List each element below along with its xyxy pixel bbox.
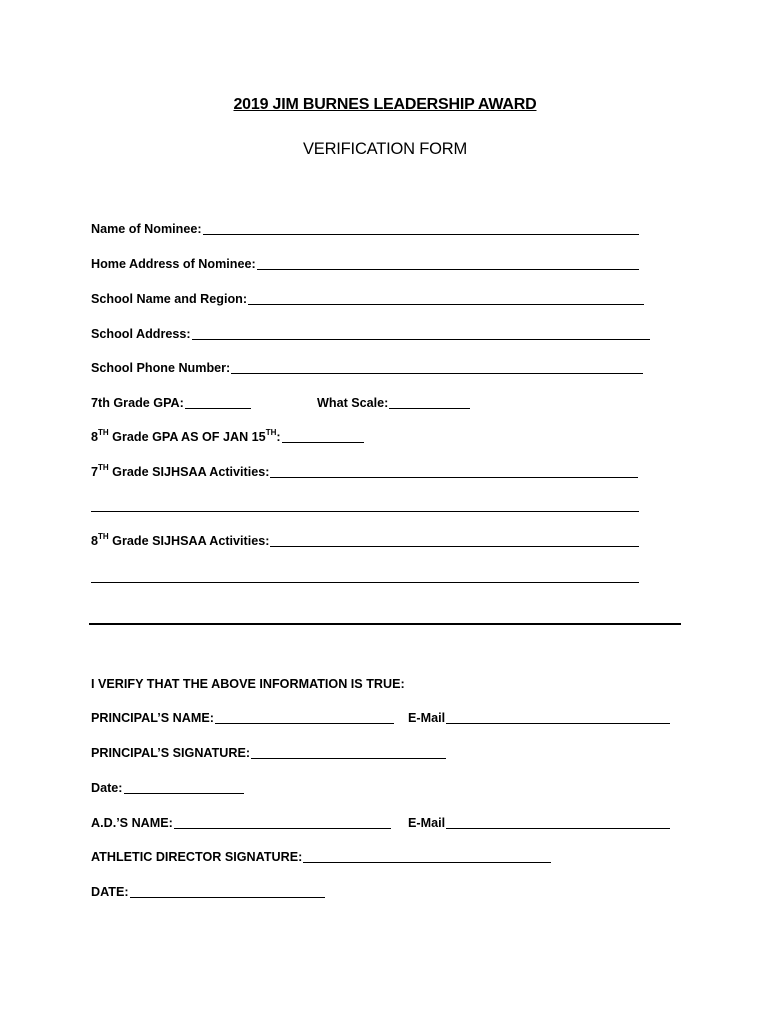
ad-date-label: DATE: <box>91 885 129 899</box>
ad-email-row <box>408 815 670 831</box>
activities8-continuation-field[interactable] <box>91 582 639 583</box>
principal-date-row <box>91 780 244 796</box>
principal-date-field[interactable] <box>124 793 244 794</box>
home-address-row <box>91 256 639 272</box>
ad-email-field[interactable] <box>446 828 670 829</box>
nominee-name-label: Name of Nominee: <box>91 222 202 236</box>
school-name-label: School Name and Region: <box>91 292 248 306</box>
activities8-label: 8TH Grade SIJHSAA Activities: <box>91 532 270 548</box>
ad-signature-field[interactable] <box>303 862 551 863</box>
ad-name-label: A.D.’S NAME: <box>91 816 173 830</box>
scale-field[interactable] <box>389 408 470 409</box>
section-divider <box>89 623 681 625</box>
school-phone-row <box>91 360 643 376</box>
gpa7-label: 7th Grade GPA: <box>91 396 184 410</box>
school-name-row <box>91 291 644 307</box>
principal-signature-field[interactable] <box>251 758 446 759</box>
principal-name-row <box>91 710 394 726</box>
scale-row <box>317 395 470 411</box>
home-address-field[interactable] <box>257 269 639 270</box>
nominee-name-field[interactable] <box>203 234 639 235</box>
principal-signature-row <box>91 745 446 761</box>
verify-heading: I VERIFY THAT THE ABOVE INFORMATION IS TRUE: <box>91 677 405 691</box>
activities8-row <box>91 533 639 549</box>
activities7-field[interactable] <box>270 477 638 478</box>
school-phone-label: School Phone Number: <box>91 361 231 375</box>
school-address-row <box>91 326 650 342</box>
school-address-label: School Address: <box>91 327 191 341</box>
gpa8-field[interactable] <box>282 442 364 443</box>
verify-heading-row <box>91 676 405 692</box>
gpa7-field[interactable] <box>185 408 251 409</box>
ad-date-field[interactable] <box>130 897 325 898</box>
ad-date-row <box>91 884 325 900</box>
school-name-field[interactable] <box>248 304 644 305</box>
ad-name-field[interactable] <box>174 828 391 829</box>
gpa8-row <box>91 429 364 445</box>
activities7-row <box>91 464 638 480</box>
principal-email-row <box>408 710 670 726</box>
principal-email-field[interactable] <box>446 723 670 724</box>
principal-name-label: PRINCIPAL’S NAME: <box>91 711 214 725</box>
gpa8-label: 8TH Grade GPA AS OF JAN 15TH: <box>91 428 281 444</box>
scale-label: What Scale: <box>317 396 389 410</box>
nominee-name-row <box>91 221 639 237</box>
principal-email-label: E-Mail <box>408 711 446 725</box>
activities8-field[interactable] <box>270 546 639 547</box>
ad-signature-row <box>91 849 551 865</box>
activities7-label: 7TH Grade SIJHSAA Activities: <box>91 463 270 479</box>
principal-date-label: Date: <box>91 781 123 795</box>
school-phone-field[interactable] <box>231 373 643 374</box>
ad-signature-label: ATHLETIC DIRECTOR SIGNATURE: <box>91 850 303 864</box>
activities7-continuation-field[interactable] <box>91 511 639 512</box>
principal-name-field[interactable] <box>215 723 394 724</box>
ad-name-row <box>91 815 391 831</box>
ad-email-label: E-Mail <box>408 816 446 830</box>
principal-signature-label: PRINCIPAL’S SIGNATURE: <box>91 746 251 760</box>
gpa7-row <box>91 395 251 411</box>
form-title: 2019 JIM BURNES LEADERSHIP AWARD <box>233 96 537 113</box>
form-subtitle: VERIFICATION FORM <box>302 140 468 158</box>
home-address-label: Home Address of Nominee: <box>91 257 256 271</box>
school-address-field[interactable] <box>192 339 650 340</box>
